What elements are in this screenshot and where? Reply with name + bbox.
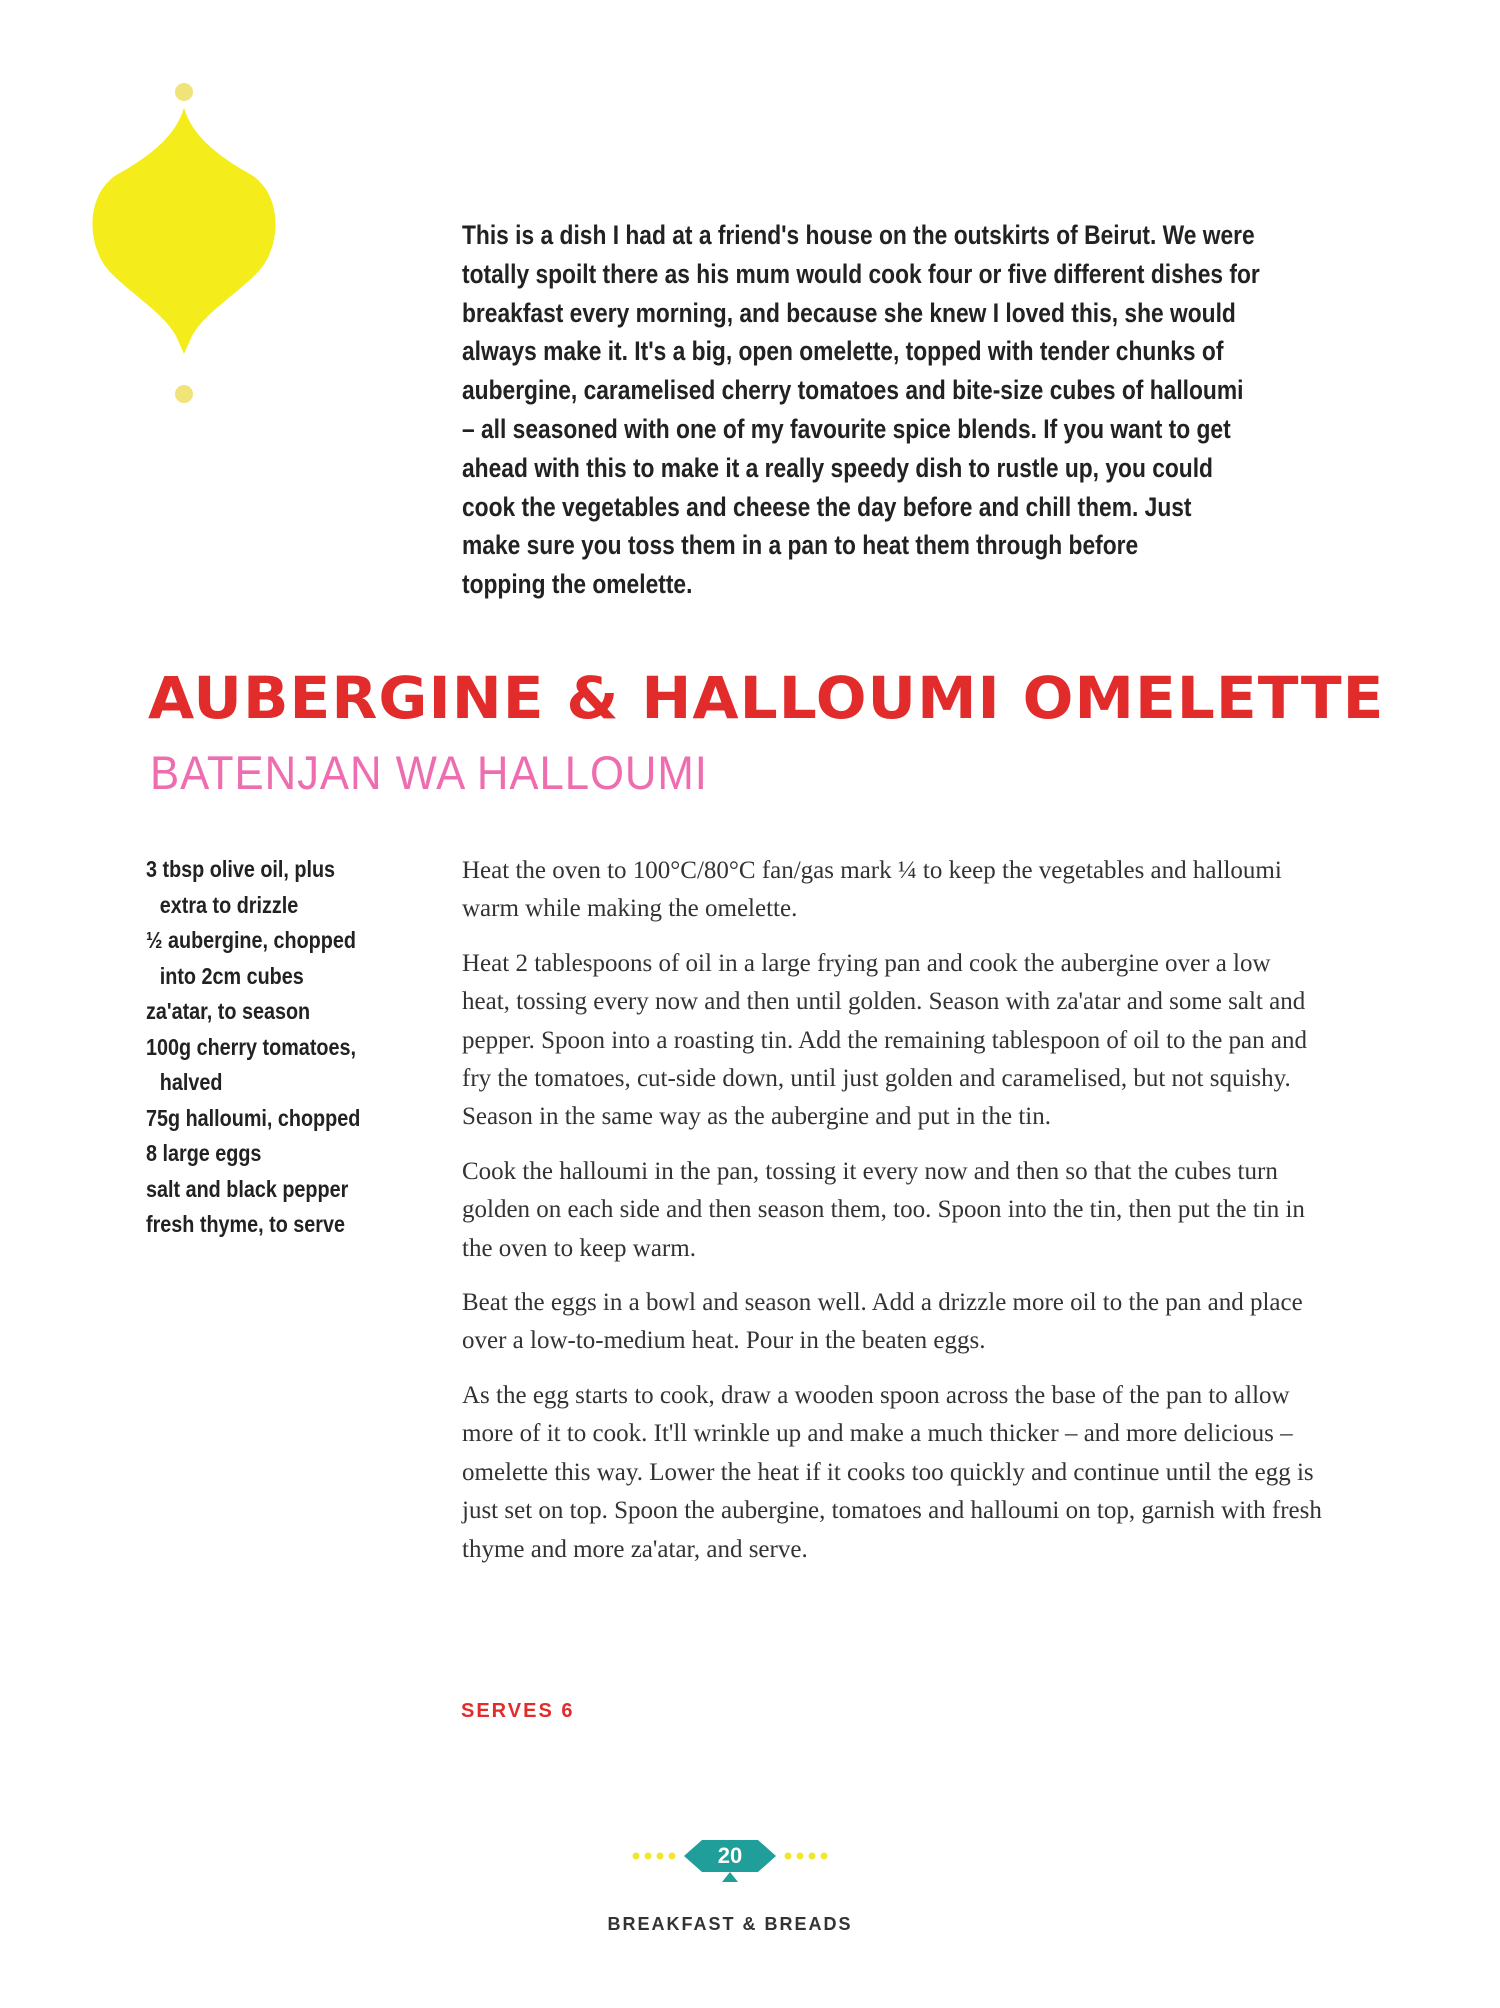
method-step: Cook the halloumi in the pan, tossing it every now and then so that the cubes turn golden on each side and then season them, too. Spoon into the tin, then put the tin in the oven to keep warm.: [462, 1157, 1305, 1262]
ingredient-item: halved: [159, 1069, 223, 1095]
ingredient-item: 75g halloumi, chopped: [146, 1104, 361, 1131]
ingredient-item: fresh thyme, to serve: [146, 1211, 345, 1237]
intro-line: always make it. It's a big, open omelette, topped with tender chunks of: [462, 336, 1224, 367]
ingredient-item: za'atar, to season: [146, 998, 311, 1024]
ingredient-item: ½ aubergine, chopped: [146, 927, 356, 953]
intro-line: This is a dish I had at a friend's house on the outskirts of Beirut. We were: [462, 220, 1255, 250]
method-step: As the egg starts to cook, draw a wooden spoon across the base of the pan to allow more of it to cook. It'll wrinkle up and make a much thicker – and more delicious – omelette this way. Lower the heat if it cooks too quickly and continue until the egg is just set on top. Spoon the aubergine, tomatoes and halloumi on top, garnish with fresh thyme and more za'atar, and serve.: [462, 1381, 1322, 1563]
intro-line: totally spoilt there as his mum would cook four or five different dishes for: [462, 258, 1260, 289]
recipe-title: AUBERGINE & HALLOUMI OMELETTE: [148, 664, 1385, 732]
intro-line: – all seasoned with one of my favourite spice blends. If you want to get: [462, 413, 1231, 444]
intro-line: cook the vegetables and cheese the day before and chill them. Just: [462, 491, 1192, 522]
intro-line: aubergine, caramelised cherry tomatoes and bite-size cubes of halloumi: [462, 375, 1244, 406]
intro-paragraph: [462, 216, 1260, 604]
method-step: Beat the eggs in a bowl and season well. Add a drizzle more oil to the pan and place over a low-to-medium heat. Pour in the beaten eggs.: [462, 1289, 1303, 1355]
ingredients-list: [146, 852, 404, 1243]
recipe-subtitle: BATENJAN WA HALLOUMI: [150, 746, 708, 799]
intro-line: breakfast every morning, and because she knew I loved this, she would: [462, 297, 1236, 328]
ingredient-item: 100g cherry tomatoes,: [146, 1033, 356, 1060]
method-step: Heat 2 tablespoons of oil in a large frying pan and cook the aubergine over a low heat, tossing every now and then until golden. Season with za'atar and some salt and pepper. Spoon into a roasting tin. Add the remaining tablespoon of oil to the pan and fry the tomatoes, cut-side down, until just golden and caramelised, but not squishy. Season in the same way as the aubergine and put in the tin.: [462, 949, 1307, 1131]
intro-line: topping the omelette.: [462, 569, 693, 600]
ingredient-item: 3 tbsp olive oil, plus: [146, 856, 336, 882]
lantern-ornament: [84, 74, 284, 419]
ingredient-item: 8 large eggs: [146, 1140, 262, 1166]
intro-line: ahead with this to make it a really speedy dish to rustle up, you could: [462, 452, 1213, 483]
ingredient-item: extra to drizzle: [159, 891, 299, 918]
serves-label: SERVES 6: [461, 1700, 575, 1722]
ingredient-item: into 2cm cubes: [159, 962, 304, 989]
page-number: 20: [717, 1843, 743, 1868]
method-step: Heat the oven to 100°C/80°C fan/gas mark ¼ to keep the vegetables and halloumi warm while making the omelette.: [462, 857, 1282, 923]
method-steps: [462, 852, 1324, 1585]
ingredient-item: salt and black pepper: [146, 1175, 349, 1202]
intro-line: make sure you toss them in a pan to heat them through before: [462, 530, 1139, 561]
section-title: BREAKFAST & BREADS: [607, 1914, 853, 1934]
